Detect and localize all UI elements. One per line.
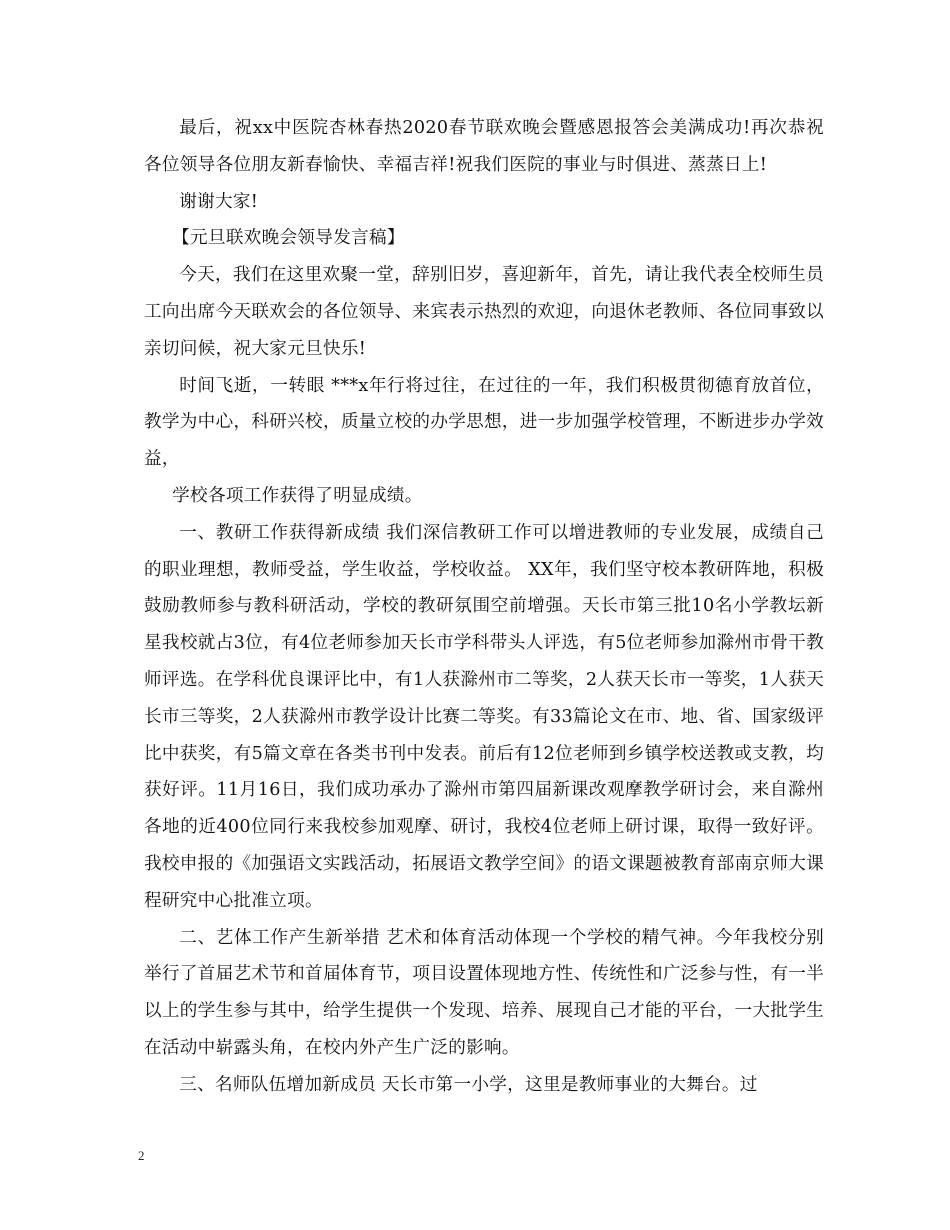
document-body bbox=[144, 110, 824, 1104]
paragraph-closing-wishes: 最后，祝xx中医院杏林春热2020春节联欢晚会暨感恩报答会美满成功!再次恭祝各位领导各位朋友新春愉快、幸福吉祥!祝我们医院的事业与时俱进、蒸蒸日上! bbox=[144, 118, 824, 175]
paragraph-arts-sports: 二、艺体工作产生新举措 艺术和体育活动体现一个学校的精气神。今年我校分别举行了首届艺术节和首届体育节，项目设置体现地方性、传统性和广泛参与性，有一半以上的学生参与其中，给学生提供一个发现、培养、展现自己才能的平台，一大批学生在活动中崭露头角，在校内外产生广泛的影响。 bbox=[144, 927, 824, 1058]
page-number: 2 bbox=[138, 1148, 145, 1163]
paragraph-welcome: 今天，我们在这里欢聚一堂，辞别旧岁，喜迎新年，首先，请让我代表全校师生员工向出席今天联欢会的各位领导、来宾表示热烈的欢迎，向退休老教师、各位同事致以亲切问候，祝大家元旦快乐! bbox=[144, 265, 824, 359]
section-heading: 【元旦联欢晚会领导发言稿】 bbox=[172, 228, 405, 249]
paragraph-thanks: 谢谢大家! bbox=[179, 191, 259, 212]
paragraph-year-review: 时间飞逝，一转眼 ***x年行将过往，在过往的一年，我们积极贯彻德育放首位，教学为中心，科研兴校，质量立校的办学思想，进一步加强学校管理，不断进步办学效益， bbox=[144, 375, 824, 470]
paragraph-teaching-research: 一、教研工作获得新成绩 我们深信教研工作可以增进教师的专业发展，成绩自己的职业理想，教师受益，学生收益，学校收益。 XX年，我们坚守校本教研阵地，积极鼓励教师参与教科研活动，学校的教研氛围空前增强。天长市第三批10名小学教坛新星我校就占3位，有4位老师参加天长市学科带头人评选，有5位老师参加滁州市骨干教师评选。在学科优良课评比中，有1人获滁州市二等奖，2人获天长市一等奖，1人获天长市三等奖，2人获滁州市教学设计比赛二等奖。有33篇论文在市、地、省、国家级评比中获奖，有5篇文章在各类书刊中发表。前后有12位老师到乡镇学校送教或支教，均获好评。11月16日，我们成功承办了滁州市第四届新课改观摩教学研讨会，来自滁州各地的近400位同行来我校参加观摩、研讨，我校4位老师上研讨课，取得一致好评。我校申报的《加强语文实践活动，拓展语文教学空间》的语文课题被教育部南京师大课程研究中心批准立项。 bbox=[144, 522, 824, 911]
paragraph-teaching-staff: 三、名师队伍增加新成员 天长市第一小学，这里是教师事业的大舞台。过 bbox=[179, 1074, 758, 1095]
paragraph-achievements: 学校各项工作获得了明显成绩。 bbox=[172, 485, 423, 506]
